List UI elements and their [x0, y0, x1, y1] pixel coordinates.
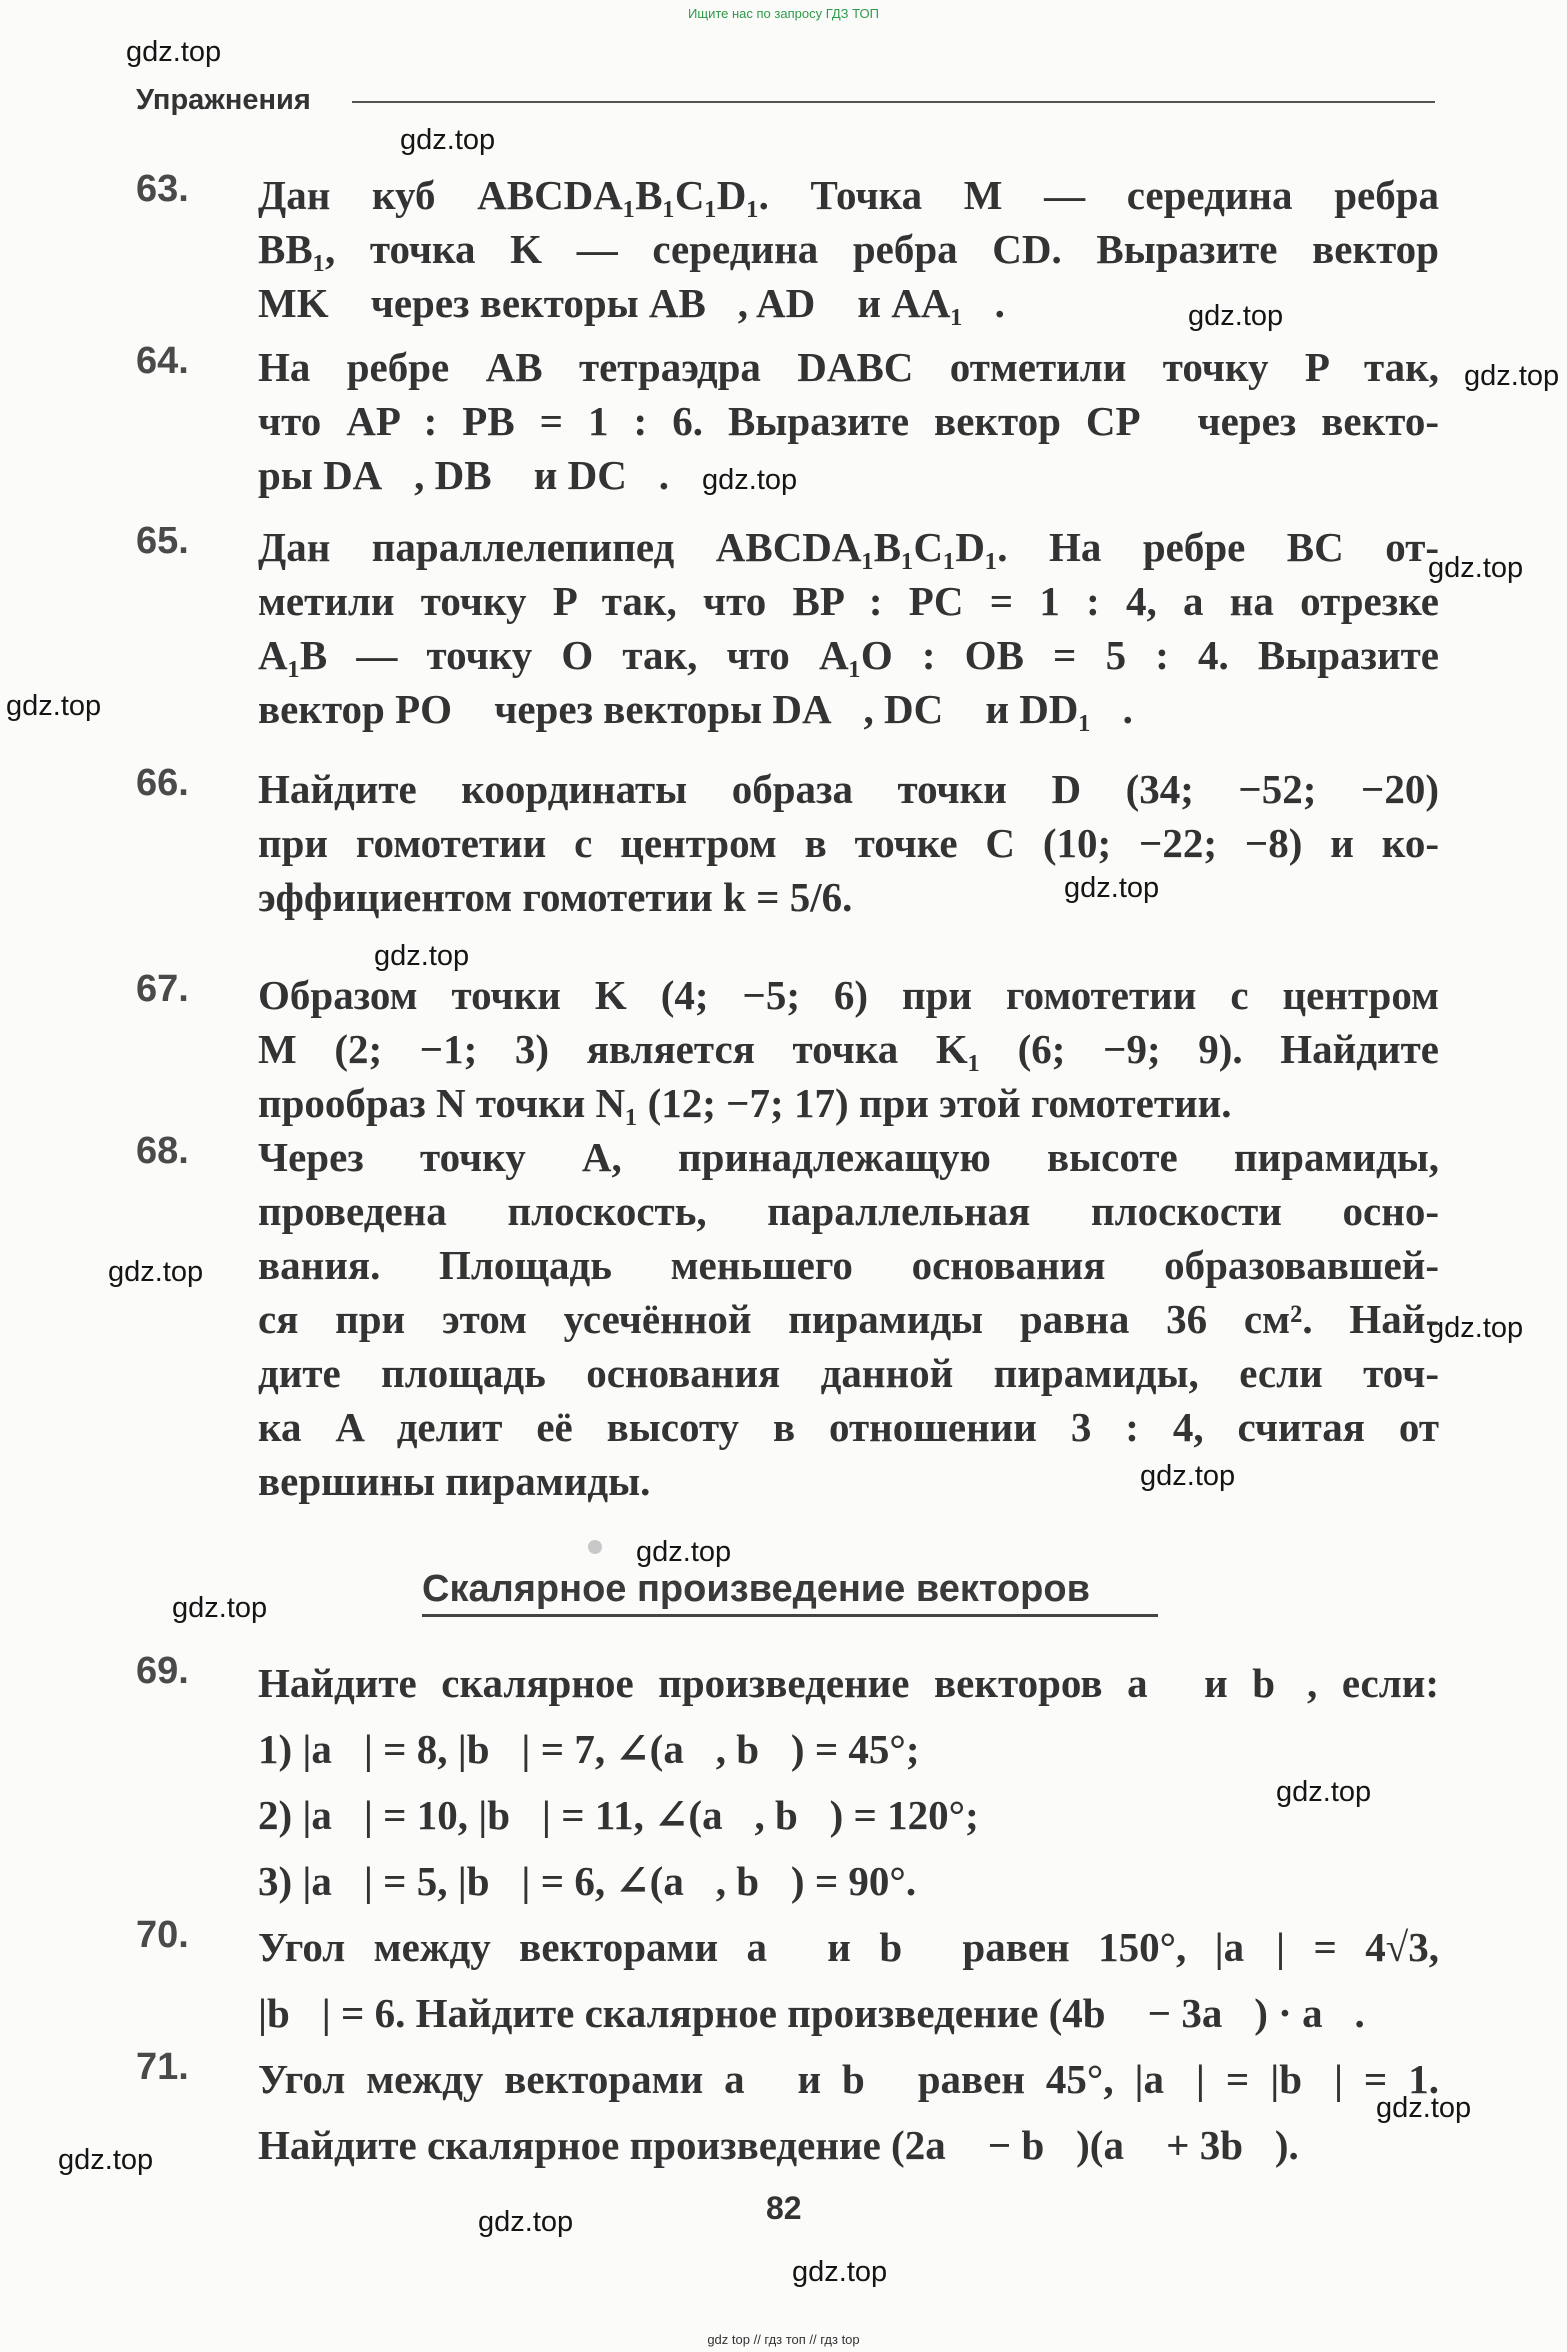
exercise-number: 68.	[136, 1130, 189, 1172]
section-divider	[352, 101, 1435, 103]
text-line: ры DA⃗, DB⃗ и DC⃗.	[258, 452, 670, 498]
watermark: gdz.top	[478, 2206, 574, 2238]
watermark: gdz.top	[126, 36, 222, 68]
text-line: 1) |a⃗| = 8, |b⃗| = 7, ∠(a⃗, b⃗) = 45°;	[258, 1726, 920, 1772]
watermark: gdz.top	[1188, 300, 1284, 332]
text-line: метили точку P так, что BP : PC = 1 : 4, а на отрезке	[258, 578, 1439, 624]
watermark: gdz.top	[1464, 360, 1560, 392]
text-line: Найдите скалярное произведение (2a⃗ − b⃗)(a⃗ + 3b⃗).	[258, 2122, 1299, 2168]
watermark: gdz.top	[400, 124, 496, 156]
text-line: M (2; −1; 3) является точка K₁ (6; −9; 9). Найдите	[258, 1026, 1439, 1072]
exercise-number: 67.	[136, 968, 189, 1010]
text-line: Дан куб ABCDA₁B₁C₁D₁. Точка M — середина ребра	[258, 172, 1439, 218]
text-line: вектор PO⃗ через векторы DA⃗, DC⃗ и DD₁⃗.	[258, 686, 1133, 732]
watermark: gdz.top	[792, 2256, 888, 2288]
text-line: MK⃗ через векторы AB⃗, AD⃗ и AA₁⃗.	[258, 280, 1005, 326]
watermark: gdz.top	[1064, 872, 1160, 904]
watermark: gdz.top	[1376, 2092, 1472, 2124]
text-line: проведена плоскость, параллельная плоскости осно-	[258, 1188, 1439, 1234]
watermark: gdz.top	[108, 1256, 204, 1288]
heading-underline	[422, 1614, 1158, 1617]
top-banner: Ищите нас по запросу ГДЗ ТОП	[688, 6, 879, 21]
watermark: gdz.top	[172, 1592, 268, 1624]
text-line: вания. Площадь меньшего основания образовавшей-	[258, 1242, 1439, 1288]
text-line: На ребре AB тетраэдра DABC отметили точку P так,	[258, 344, 1439, 390]
exercise-text	[258, 340, 1439, 502]
exercise-text	[258, 2046, 1439, 2178]
exercise-text	[258, 1130, 1439, 1508]
watermark: gdz.top	[1140, 1460, 1236, 1492]
watermark: gdz.top	[702, 464, 798, 496]
exercise-number: 71.	[136, 2046, 189, 2088]
text-line: Дан параллелепипед ABCDA₁B₁C₁D₁. На ребре BC от-	[258, 524, 1439, 570]
text-line: Найдите координаты образа точки D (34; −52; −20)	[258, 766, 1439, 812]
exercise-text	[258, 520, 1439, 736]
watermark: gdz.top	[636, 1536, 732, 1568]
scan-speck	[588, 1540, 602, 1554]
text-line: Найдите скалярное произведение векторов a⃗ и b⃗, если:	[258, 1660, 1439, 1706]
watermark: gdz.top	[1428, 552, 1524, 584]
watermark: gdz.top	[374, 940, 470, 972]
exercise-text	[258, 762, 1439, 924]
exercise-number: 64.	[136, 340, 189, 382]
text-line: прообраз N точки N₁ (12; −7; 17) при этой гомотетии.	[258, 1080, 1232, 1126]
exercise-text	[258, 1914, 1439, 2046]
exercise-text	[258, 168, 1439, 330]
exercise-number: 70.	[136, 1914, 189, 1956]
text-line: при гомотетии с центром в точке C (10; −22; −8) и ко-	[258, 820, 1439, 866]
exercise-number: 69.	[136, 1650, 189, 1692]
watermark: gdz.top	[1428, 1312, 1524, 1344]
text-line: |b⃗| = 6. Найдите скалярное произведение (4b⃗ − 3a⃗) · a⃗.	[258, 1990, 1365, 2036]
watermark: gdz.top	[58, 2144, 154, 2176]
exercise-number: 65.	[136, 520, 189, 562]
text-line: Через точку A, принадлежащую высоте пирамиды,	[258, 1134, 1439, 1180]
section-heading: Скалярное произведение векторов	[422, 1568, 1090, 1610]
text-line: что AP : PB = 1 : 6. Выразите вектор CP⃗ через векто-	[258, 398, 1439, 444]
watermark: gdz.top	[1276, 1776, 1372, 1808]
watermark: gdz.top	[6, 690, 102, 722]
text-line: Угол между векторами a⃗ и b⃗ равен 45°, |a⃗| = |b⃗| = 1.	[258, 2056, 1439, 2102]
exercise-number: 66.	[136, 762, 189, 804]
exercise-number: 63.	[136, 168, 189, 210]
text-line: дите площадь основания данной пирамиды, если точ-	[258, 1350, 1439, 1396]
page-number: 82	[766, 2190, 802, 2226]
text-line: 3) |a⃗| = 5, |b⃗| = 6, ∠(a⃗, b⃗) = 90°.	[258, 1858, 917, 1904]
text-line: Угол между векторами a⃗ и b⃗ равен 150°, |a⃗| = 4√3,	[258, 1924, 1439, 1970]
text-line: BB₁, точка K — середина ребра CD. Выразите вектор	[258, 226, 1439, 272]
text-line: ка A делит её высоту в отношении 3 : 4, считая от	[258, 1404, 1439, 1450]
text-line: эффициентом гомотетии k = 5/6.	[258, 874, 853, 920]
section-label: Упражнения	[136, 84, 311, 116]
exercise-text	[258, 968, 1439, 1130]
text-line: вершины пирамиды.	[258, 1458, 651, 1504]
text-line: Образом точки K (4; −5; 6) при гомотетии с центром	[258, 972, 1439, 1018]
text-line: ся при этом усечённой пирамиды равна 36 см². Най-	[258, 1296, 1439, 1342]
text-line: A₁B — точку O так, что A₁O : OB = 5 : 4. Выразите	[258, 632, 1439, 678]
bottom-banner: gdz top // гдз топ // гдз top	[707, 2332, 860, 2347]
exercise-text	[258, 1650, 1439, 1914]
text-line: 2) |a⃗| = 10, |b⃗| = 11, ∠(a⃗, b⃗) = 120°;	[258, 1792, 979, 1838]
